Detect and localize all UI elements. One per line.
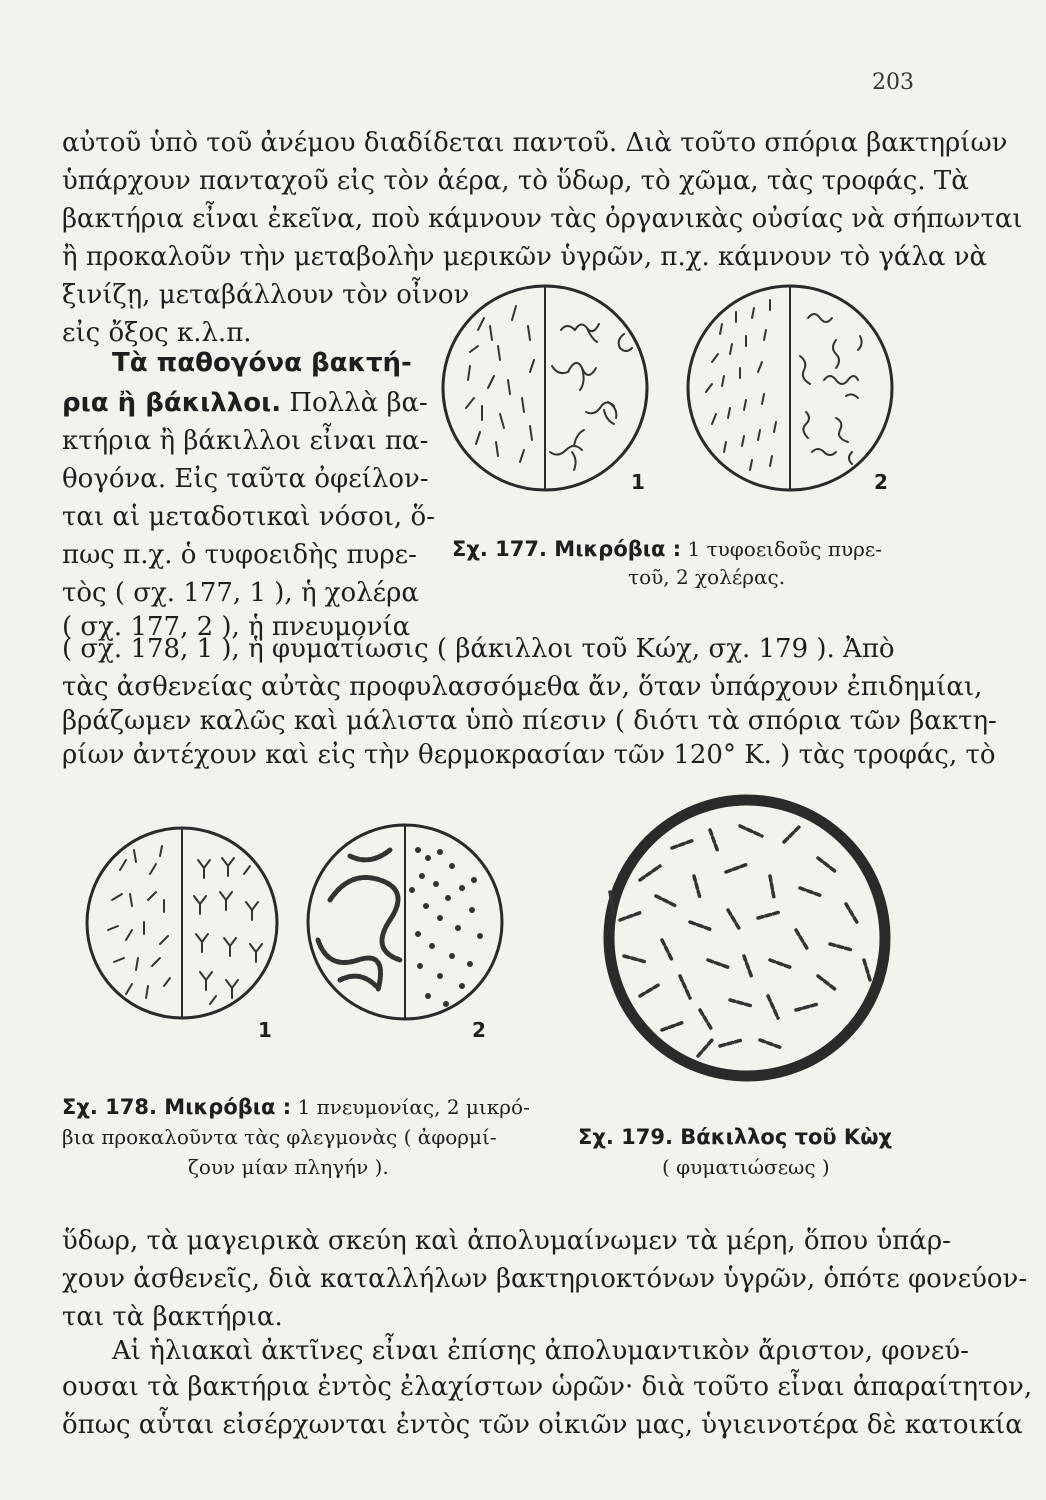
text-line: χουν ἀσθενεῖς, διὰ καταλλήλων βακτηριοκτόνων ὑγρῶν, ὁπότε φονεύον- xyxy=(62,1264,1028,1294)
text-line: ται τὰ βακτήρια. xyxy=(62,1302,283,1332)
text-line: ( σχ. 177, 2 ), ἡ πνευμονία xyxy=(62,612,411,642)
fig178-caption-line-2: βια προκαλοῦντα τὰς φλεγμονὰς ( ἀφορμί- xyxy=(62,1125,497,1149)
text-run: Πολλὰ βα- xyxy=(281,388,428,418)
text-line: ἢ προκαλοῦν τὴν μεταβολὴν μερικῶν ὑγρῶν, π.χ. κάμνουν τὸ γάλα νὰ xyxy=(62,242,988,272)
text-line: αὐτοῦ ὑπὸ τοῦ ἀνέμου διαδίδεται παντοῦ. Διὰ τοῦτο σπόρια βακτηρίων xyxy=(62,128,1008,158)
fig179-caption-line-2: ( φυματιώσεως ) xyxy=(662,1155,830,1179)
text-line: βράζωμεν καλῶς καὶ μάλιστα ὑπὸ πίεσιν ( διότι τὰ σπόρια τῶν βακτη- xyxy=(62,706,997,736)
fig178-caption-line-3: ζουν μίαν πληγήν ). xyxy=(188,1155,389,1179)
text-line: πως π.χ. ὁ τυφοειδὴς πυρε- xyxy=(62,540,417,570)
fig179-caption-title: Σχ. 179. Βάκιλλος τοῦ Κὼχ xyxy=(578,1125,892,1149)
text-line: ὑπάρχουν πανταχοῦ εἰς τὸν ἀέρα, τὸ ὕδωρ, τὸ χῶμα, τὰς τροφάς. Τὰ xyxy=(62,166,969,196)
text-run: 1 πνευμονίας, 2 μικρό- xyxy=(291,1095,530,1119)
fig178-label-1: 1 xyxy=(258,1018,272,1042)
text-line: κτήρια ἢ βάκιλλοι εἶναι πα- xyxy=(62,426,429,456)
text-line: ρίων ἀντέχουν καὶ εἰς τὴν θερμοκρασίαν τῶν 120° Κ. ) τὰς τροφάς, τὸ xyxy=(62,740,996,770)
text-line: ὕδωρ, τὰ μαγειρικὰ σκεύη καὶ ἀπολυμαίνωμεν τὰ μέρη, ὅπου ὑπάρ- xyxy=(62,1226,951,1256)
text-line: ὅπως αὗται εἰσέρχωνται ἐντὸς τῶν οἰκιῶν μας, ὑγιεινοτέρα δὲ κατοικία xyxy=(62,1410,1023,1440)
text-run: 1 τυφοειδοῦς πυρε- xyxy=(681,537,883,561)
text-line: ( σχ. 178, 1 ), ἡ φυματίωσις ( βάκιλλοι τοῦ Κώχ, σχ. 179 ). Ἀπὸ xyxy=(62,634,895,664)
text-line: βακτήρια εἶναι ἐκεῖνα, ποὺ κάμνουν τὰς ὀργανικὰς οὐσίας νὰ σήπωνται xyxy=(62,204,1023,234)
page-number: 203 xyxy=(872,70,914,95)
text-line: τὰς ἀσθενείας αὐτὰς προφυλασσόμεθα ἄν, ὅταν ὑπάρχουν ἐπιδημίαι, xyxy=(62,672,983,702)
text-line: εἰς ὄξος κ.λ.π. xyxy=(62,318,252,348)
fig177-label-2: 2 xyxy=(874,470,888,494)
text-line: θογόνα. Εἰς ταῦτα ὀφείλον- xyxy=(62,464,429,494)
section-heading-end: ρια ἢ βάκιλλοι. xyxy=(62,388,282,418)
text-line: τὸς ( σχ. 177, 1 ), ἡ χολέρα xyxy=(62,578,419,608)
fig177-caption-line-2: τοῦ, 2 χολέρας. xyxy=(628,565,786,589)
text-line: Αἱ ἡλιακαὶ ἀκτῖνες εἶναι ἐπίσης ἀπολυμαντικὸν ἄριστον, φονεύ- xyxy=(112,1336,969,1366)
fig178-label-2: 2 xyxy=(472,1018,486,1042)
text-line: ξινίζῃ, μεταβάλλουν τὸν οἶνον xyxy=(62,280,470,310)
fig178-caption-title: Σχ. 178. Μικρόβια : xyxy=(62,1095,292,1119)
fig179-circle xyxy=(609,800,885,1076)
text-line: ται αἱ μεταδοτικαὶ νόσοι, ὅ- xyxy=(62,502,435,532)
section-heading: Τὰ παθογόνα βακτή- xyxy=(112,348,412,378)
fig177-caption-title: Σχ. 177. Μικρόβια : xyxy=(452,537,682,561)
text-line: ουσαι τὰ βακτήρια ἐντὸς ἐλαχίστων ὡρῶν· διὰ τοῦτο εἶναι ἀπαραίτητον, xyxy=(62,1372,1033,1402)
fig177-label-1: 1 xyxy=(631,470,645,494)
